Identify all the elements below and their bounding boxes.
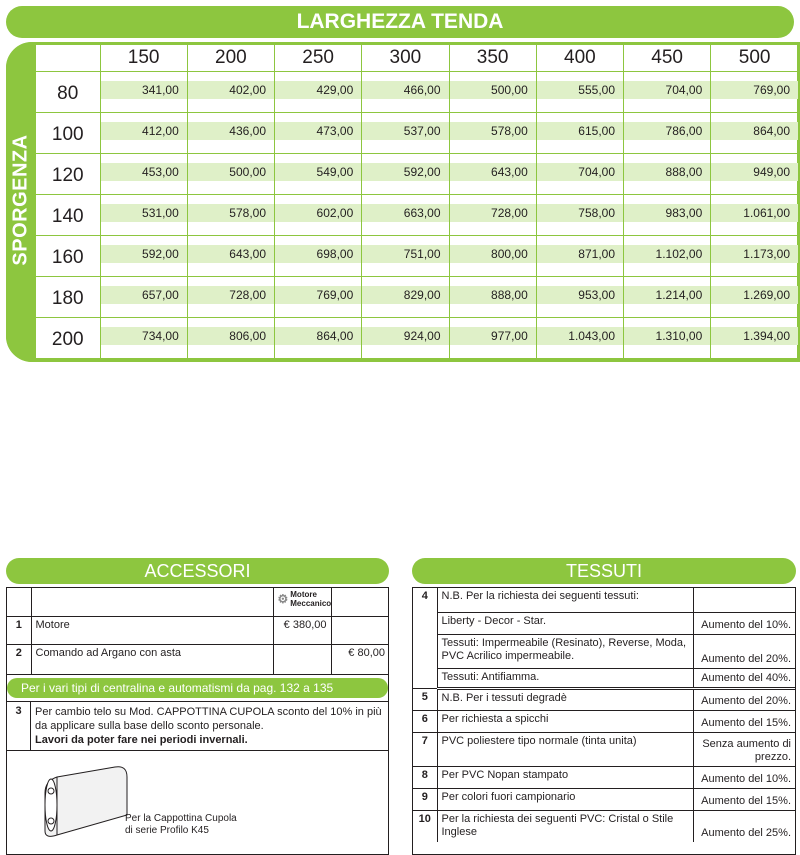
price-cell: 1.214,00 xyxy=(624,286,710,304)
price-cell: 615,00 xyxy=(537,122,623,140)
price-cell: 864,00 xyxy=(711,122,798,140)
lavori-note: Lavori da poter fare nei periodi invernali. xyxy=(35,733,248,746)
price-cell: 977,00 xyxy=(450,327,536,345)
col-header: 350 xyxy=(449,45,536,71)
corner-cell xyxy=(36,45,100,71)
price-cell: 864,00 xyxy=(275,327,361,345)
cappottina-text: Per cambio telo su Mod. CAPPOTTINA CUPOLA sconto del 10% in più da applicare sulla base dello sconto personale. xyxy=(35,705,382,732)
price-cell: 728,00 xyxy=(450,204,536,222)
tessuti-row: 7 PVC poliestere tipo normale (tinta unita) Senza aumento di prezzo. xyxy=(413,732,795,766)
price-cell: 555,00 xyxy=(537,81,623,99)
col-header: 200 xyxy=(187,45,274,71)
accessori-header-row xyxy=(7,588,389,616)
price-cell: 806,00 xyxy=(188,327,274,345)
price-row xyxy=(36,153,798,194)
price-cell: 888,00 xyxy=(450,286,536,304)
price-cell: 549,00 xyxy=(275,163,361,181)
price-row xyxy=(36,194,798,235)
price-cell: 657,00 xyxy=(101,286,187,304)
price-cell: 888,00 xyxy=(624,163,710,181)
price-cell: 592,00 xyxy=(101,245,187,263)
col-header: 400 xyxy=(536,45,623,71)
price-cell: 1.310,00 xyxy=(624,327,710,345)
price-cell: 871,00 xyxy=(537,245,623,263)
profile-k45-drawing xyxy=(37,763,133,845)
price-row xyxy=(36,112,798,153)
price-cell: 1.061,00 xyxy=(711,204,798,222)
price-cell: 800,00 xyxy=(450,245,536,263)
tessuti-row: 6 Per richiesta a spicchi Aumento del 15%. xyxy=(413,710,795,732)
price-cell: 341,00 xyxy=(101,81,187,99)
tessuti-row: 10 Per la richiesta dei seguenti PVC: Cristal o Stile Inglese Aumento del 25%. xyxy=(413,810,795,842)
price-cell: 728,00 xyxy=(188,286,274,304)
profile-caption: Per la Cappottina Cupola di serie Profilo K45 xyxy=(125,812,237,836)
row-header: 160 xyxy=(36,235,100,276)
price-table xyxy=(36,45,798,359)
tessuti-row: Tessuti: Impermeabile (Resinato), Reverse, Moda, PVC Acrilico impermeabile. Aumento del 20%. xyxy=(413,634,795,668)
row-header: 80 xyxy=(36,71,100,112)
price-cell: 751,00 xyxy=(362,245,448,263)
price-cell: 734,00 xyxy=(101,327,187,345)
price-cell: 663,00 xyxy=(362,204,448,222)
price-cell: 643,00 xyxy=(188,245,274,263)
row-header: 200 xyxy=(36,317,100,358)
price-cell: 500,00 xyxy=(188,163,274,181)
tessuti-table xyxy=(413,588,795,842)
price-cell: 500,00 xyxy=(450,81,536,99)
row-header: 120 xyxy=(36,153,100,194)
accessori-box xyxy=(6,587,389,855)
accessori-row: 2 Comando ad Argano con asta € 80,00 xyxy=(7,644,389,674)
price-cell: 412,00 xyxy=(101,122,187,140)
price-cell: 537,00 xyxy=(362,122,448,140)
tessuti-row: Tessuti: Antifiamma. Aumento del 40%. xyxy=(413,668,795,688)
price-row xyxy=(36,71,798,112)
price-cell: 453,00 xyxy=(101,163,187,181)
price-cell: 643,00 xyxy=(450,163,536,181)
price-cell: 786,00 xyxy=(624,122,710,140)
price-cell: 578,00 xyxy=(188,204,274,222)
col-header: 500 xyxy=(711,45,798,71)
price-cell: 704,00 xyxy=(537,163,623,181)
tessuti-row: 8 Per PVC Nopan stampato Aumento del 10%. xyxy=(413,766,795,788)
price-cell: 1.102,00 xyxy=(624,245,710,263)
price-cell: 531,00 xyxy=(101,204,187,222)
profile-illustration xyxy=(7,751,388,851)
price-cell: 769,00 xyxy=(275,286,361,304)
price-cell: 1.173,00 xyxy=(711,245,798,263)
price-cell: 949,00 xyxy=(711,163,798,181)
col-header: 450 xyxy=(624,45,711,71)
price-cell: 769,00 xyxy=(711,81,798,99)
price-cell: 466,00 xyxy=(362,81,448,99)
col-header: 250 xyxy=(275,45,362,71)
price-cell: 429,00 xyxy=(275,81,361,99)
tessuti-row: 5 N.B. Per i tessuti degradè Aumento del 20%. xyxy=(413,688,795,710)
price-row xyxy=(36,235,798,276)
price-cell: 402,00 xyxy=(188,81,274,99)
price-cell: 983,00 xyxy=(624,204,710,222)
price-cell: 1.043,00 xyxy=(537,327,623,345)
col-header: 150 xyxy=(100,45,187,71)
price-cell: 758,00 xyxy=(537,204,623,222)
price-cell: 578,00 xyxy=(450,122,536,140)
price-cell: 1.269,00 xyxy=(711,286,798,304)
price-cell: 1.394,00 xyxy=(711,327,798,345)
price-row xyxy=(36,276,798,317)
price-cell: 829,00 xyxy=(362,286,448,304)
price-cell: 473,00 xyxy=(275,122,361,140)
price-table-title: LARGHEZZA TENDA xyxy=(6,6,794,38)
price-cell: 924,00 xyxy=(362,327,448,345)
row-header: 140 xyxy=(36,194,100,235)
col-header: 300 xyxy=(362,45,449,71)
price-cell: 436,00 xyxy=(188,122,274,140)
row-header: 100 xyxy=(36,112,100,153)
automatismi-note: Per i vari tipi di centralina e automatismi da pag. 132 a 135 xyxy=(7,678,388,698)
tessuti-row: 4 N.B. Per la richiesta dei seguenti tessuti: xyxy=(413,588,795,612)
price-row xyxy=(36,317,798,358)
price-header-row xyxy=(36,45,798,71)
motore-header: ⚙ Motore Meccanico xyxy=(277,590,332,608)
price-cell: 592,00 xyxy=(362,163,448,181)
row-header: 180 xyxy=(36,276,100,317)
tessuti-title: TESSUTI xyxy=(412,558,796,584)
accessori-row-3: 3 Per cambio telo su Mod. CAPPOTTINA CUPOLA sconto del 10% in più da applicare sulla base dello sconto personale. Lavori da poter fare nei periodi invernali. xyxy=(7,701,388,751)
price-cell: 698,00 xyxy=(275,245,361,263)
tessuti-row: 9 Per colori fuori campionario Aumento del 15%. xyxy=(413,788,795,810)
price-cell: 953,00 xyxy=(537,286,623,304)
price-cell: 602,00 xyxy=(275,204,361,222)
accessori-title: ACCESSORI xyxy=(6,558,389,584)
tessuti-box xyxy=(412,587,796,855)
tessuti-row: Liberty - Decor - Star. Aumento del 10%. xyxy=(413,612,795,634)
sporgenza-label: SPORGENZA xyxy=(9,134,32,266)
accessori-row: 1 Motore € 380,00 xyxy=(7,616,389,644)
price-cell: 704,00 xyxy=(624,81,710,99)
gear-icon: ⚙ xyxy=(277,591,289,606)
accessori-table xyxy=(7,588,389,675)
